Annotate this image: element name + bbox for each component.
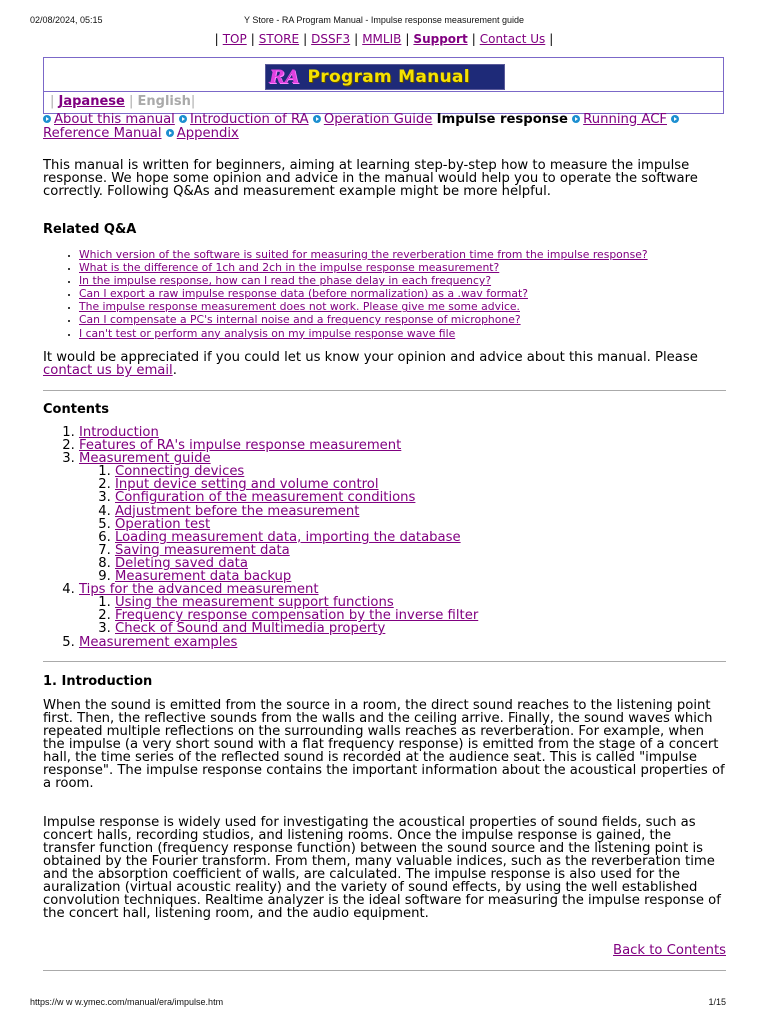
nav-top-link[interactable]: TOP: [222, 32, 247, 46]
nav-introduction-ra[interactable]: Introduction of RA: [190, 112, 309, 127]
introduction-body-2: [43, 816, 727, 920]
contents-heading: Contents: [43, 402, 109, 417]
divider: [43, 661, 726, 662]
top-nav: | TOP | STORE | DSSF3 | MMLIB | Support | Contact Us |: [214, 32, 554, 46]
print-datetime: 02/08/2024, 05:15: [30, 15, 103, 25]
arrow-icon: [179, 115, 187, 123]
qa-item: [79, 287, 727, 300]
qa-link[interactable]: The impulse response measurement does not work. Please give me some advice.: [79, 300, 520, 314]
contents-list: [43, 426, 727, 649]
toc-sublink[interactable]: Adjustment before the measurement: [115, 503, 360, 519]
toc-sublink[interactable]: Operation test: [115, 516, 211, 532]
contact-email-link[interactable]: contact us by email: [43, 363, 173, 378]
introduction-body: [43, 699, 727, 790]
toc-sublink[interactable]: Loading measurement data, importing the database: [115, 529, 461, 545]
nav-reference-manual[interactable]: Reference Manual: [43, 126, 162, 141]
lang-japanese-link[interactable]: Japanese: [58, 94, 125, 109]
toc-link-advanced-tips[interactable]: Tips for the advanced measurement: [79, 582, 319, 598]
print-url: https://w w w.ymec.com/manual/era/impulse.htm: [30, 997, 224, 1007]
qa-item: [79, 248, 727, 261]
feedback-paragraph: It would be appreciated if you could let us know your opinion and advice about this manual. Please contact us by email.: [43, 350, 698, 378]
introduction-paragraph-1: When the sound is emitted from the source in a room, the direct sound reaches to the listening point first. Then, the reflective sounds from the walls and the ceiling arrive. Finally, the sound waves which repeated multiple reflections on the surrounding walls reaches as reverberation. For example, when the impulse (a very short sound with a flat frequency response) is emitted from the stage of a concert hall, the time series of the reflected sound is recorded at the audience seat. This is called "impulse response". The impulse response contains the important information about the acoustical properties of a room.: [43, 698, 725, 791]
qa-item: [79, 274, 727, 287]
arrow-icon: [671, 115, 679, 123]
manual-banner: [43, 57, 724, 92]
toc-item: [79, 636, 727, 649]
manual-nav: [43, 113, 733, 141]
toc-item: [79, 452, 727, 583]
contents-section: [43, 402, 727, 649]
logo-title: Program Manual: [307, 67, 470, 87]
qa-link[interactable]: Can I export a raw impulse response data (before normalization) as a .wav format?: [79, 287, 528, 301]
intro-section: [43, 159, 727, 198]
qa-link[interactable]: In the impulse response, how can I read the phase delay in each frequency?: [79, 274, 492, 288]
toc-sublink[interactable]: Input device setting and volume control: [115, 477, 379, 493]
qa-link[interactable]: Can I compensate a PC's internal noise and a frequency response of microphone?: [79, 313, 521, 327]
nav-operation-guide[interactable]: Operation Guide: [323, 112, 433, 127]
qa-item: [79, 313, 727, 326]
toc-sublink[interactable]: Check of Sound and Multimedia property: [115, 621, 386, 637]
related-qa-list: [43, 248, 727, 340]
arrow-icon: [572, 115, 580, 123]
qa-link[interactable]: Which version of the software is suited for measuring the reverberation time from the impulse response?: [79, 248, 648, 261]
toc-sublink[interactable]: Using the measurement support functions: [115, 595, 394, 611]
nav-contact-link[interactable]: Contact Us: [479, 32, 546, 46]
divider: [43, 390, 726, 391]
print-header: [30, 15, 738, 27]
introduction-section: [43, 674, 727, 689]
arrow-icon: [166, 129, 174, 137]
print-doc-title: Y Store - RA Program Manual - Impulse response measurement guide: [244, 15, 524, 25]
toc-link-measurement-guide[interactable]: Measurement guide: [79, 451, 211, 467]
nav-store-link[interactable]: STORE: [258, 32, 300, 46]
toc-link-features[interactable]: Features of RA's impulse response measurement: [79, 438, 402, 454]
nav-about-manual[interactable]: About this manual: [54, 112, 175, 127]
qa-link[interactable]: I can't test or perform any analysis on my impulse response wave file: [79, 326, 456, 340]
toc-link-introduction[interactable]: Introduction: [79, 425, 159, 440]
program-manual-logo[interactable]: [265, 64, 505, 90]
toc-sublink[interactable]: Frequency response compensation by the inverse filter: [115, 608, 479, 624]
toc-item: [79, 583, 727, 635]
intro-paragraph: This manual is written for beginners, aiming at learning step-by-step how to measure the impulse response. We hope some opinion and advice in the manual would help you to operate the software correctly. Following Q&As and measurement example might be more helpful.: [43, 158, 698, 199]
toc-sublist: [79, 596, 727, 635]
qa-link[interactable]: What is the difference of 1ch and 2ch in the impulse response measurement?: [79, 261, 500, 275]
language-bar: | Japanese | English|: [43, 92, 724, 114]
toc-sublink[interactable]: Deleting saved data: [115, 555, 248, 571]
arrow-icon: [313, 115, 321, 123]
toc-link-examples[interactable]: Measurement examples: [79, 634, 238, 650]
introduction-paragraph-2: Impulse response is widely used for investigating the acoustical properties of sound fields, such as concert halls, recording studios, and listening rooms. Once the impulse response is gained, the transfer function (frequency response function) between the sound source and the listening point is obtained by the Fourier transform. From them, many valuable indices, such as the reverberation time and the absorption coefficient of walls, are calculated. The impulse response is also used for the auralization (virtual acoustic reality) and the variety of sound effects, by using the well established convolution techniques. Realtime analyzer is the ideal software for measuring the impulse response of the concert hall, listening room, and the audio equipment.: [43, 815, 721, 921]
lang-english-current: English: [137, 94, 191, 109]
nav-dssf3-link[interactable]: DSSF3: [311, 32, 351, 46]
print-footer: [30, 997, 738, 1009]
feedback-section: [43, 351, 727, 377]
toc-sublink[interactable]: Connecting devices: [115, 464, 245, 480]
related-qa-heading: Related Q&A: [43, 222, 137, 237]
toc-sublink[interactable]: Measurement data backup: [115, 569, 292, 585]
qa-item: [79, 261, 727, 274]
toc-sublink[interactable]: Saving measurement data: [115, 542, 290, 558]
related-qa-section: [43, 222, 727, 340]
nav-current-page: Impulse response: [436, 112, 568, 127]
divider: [43, 970, 726, 971]
nav-support-link[interactable]: Support: [413, 32, 468, 46]
toc-sublink[interactable]: Configuration of the measurement conditions: [115, 490, 416, 506]
nav-running-acf[interactable]: Running ACF: [583, 112, 667, 127]
nav-mmlib-link[interactable]: MMLIB: [362, 32, 402, 46]
qa-item: [79, 300, 727, 313]
logo-ra-mark: RA: [269, 66, 300, 88]
nav-appendix[interactable]: Appendix: [176, 126, 239, 141]
qa-item: [79, 327, 727, 340]
back-to-contents-link[interactable]: Back to Contents: [613, 943, 726, 958]
print-page-number: 1/15: [708, 997, 726, 1007]
arrow-icon: [43, 115, 51, 123]
toc-sublist: [79, 465, 727, 583]
introduction-heading: 1. Introduction: [43, 674, 153, 689]
